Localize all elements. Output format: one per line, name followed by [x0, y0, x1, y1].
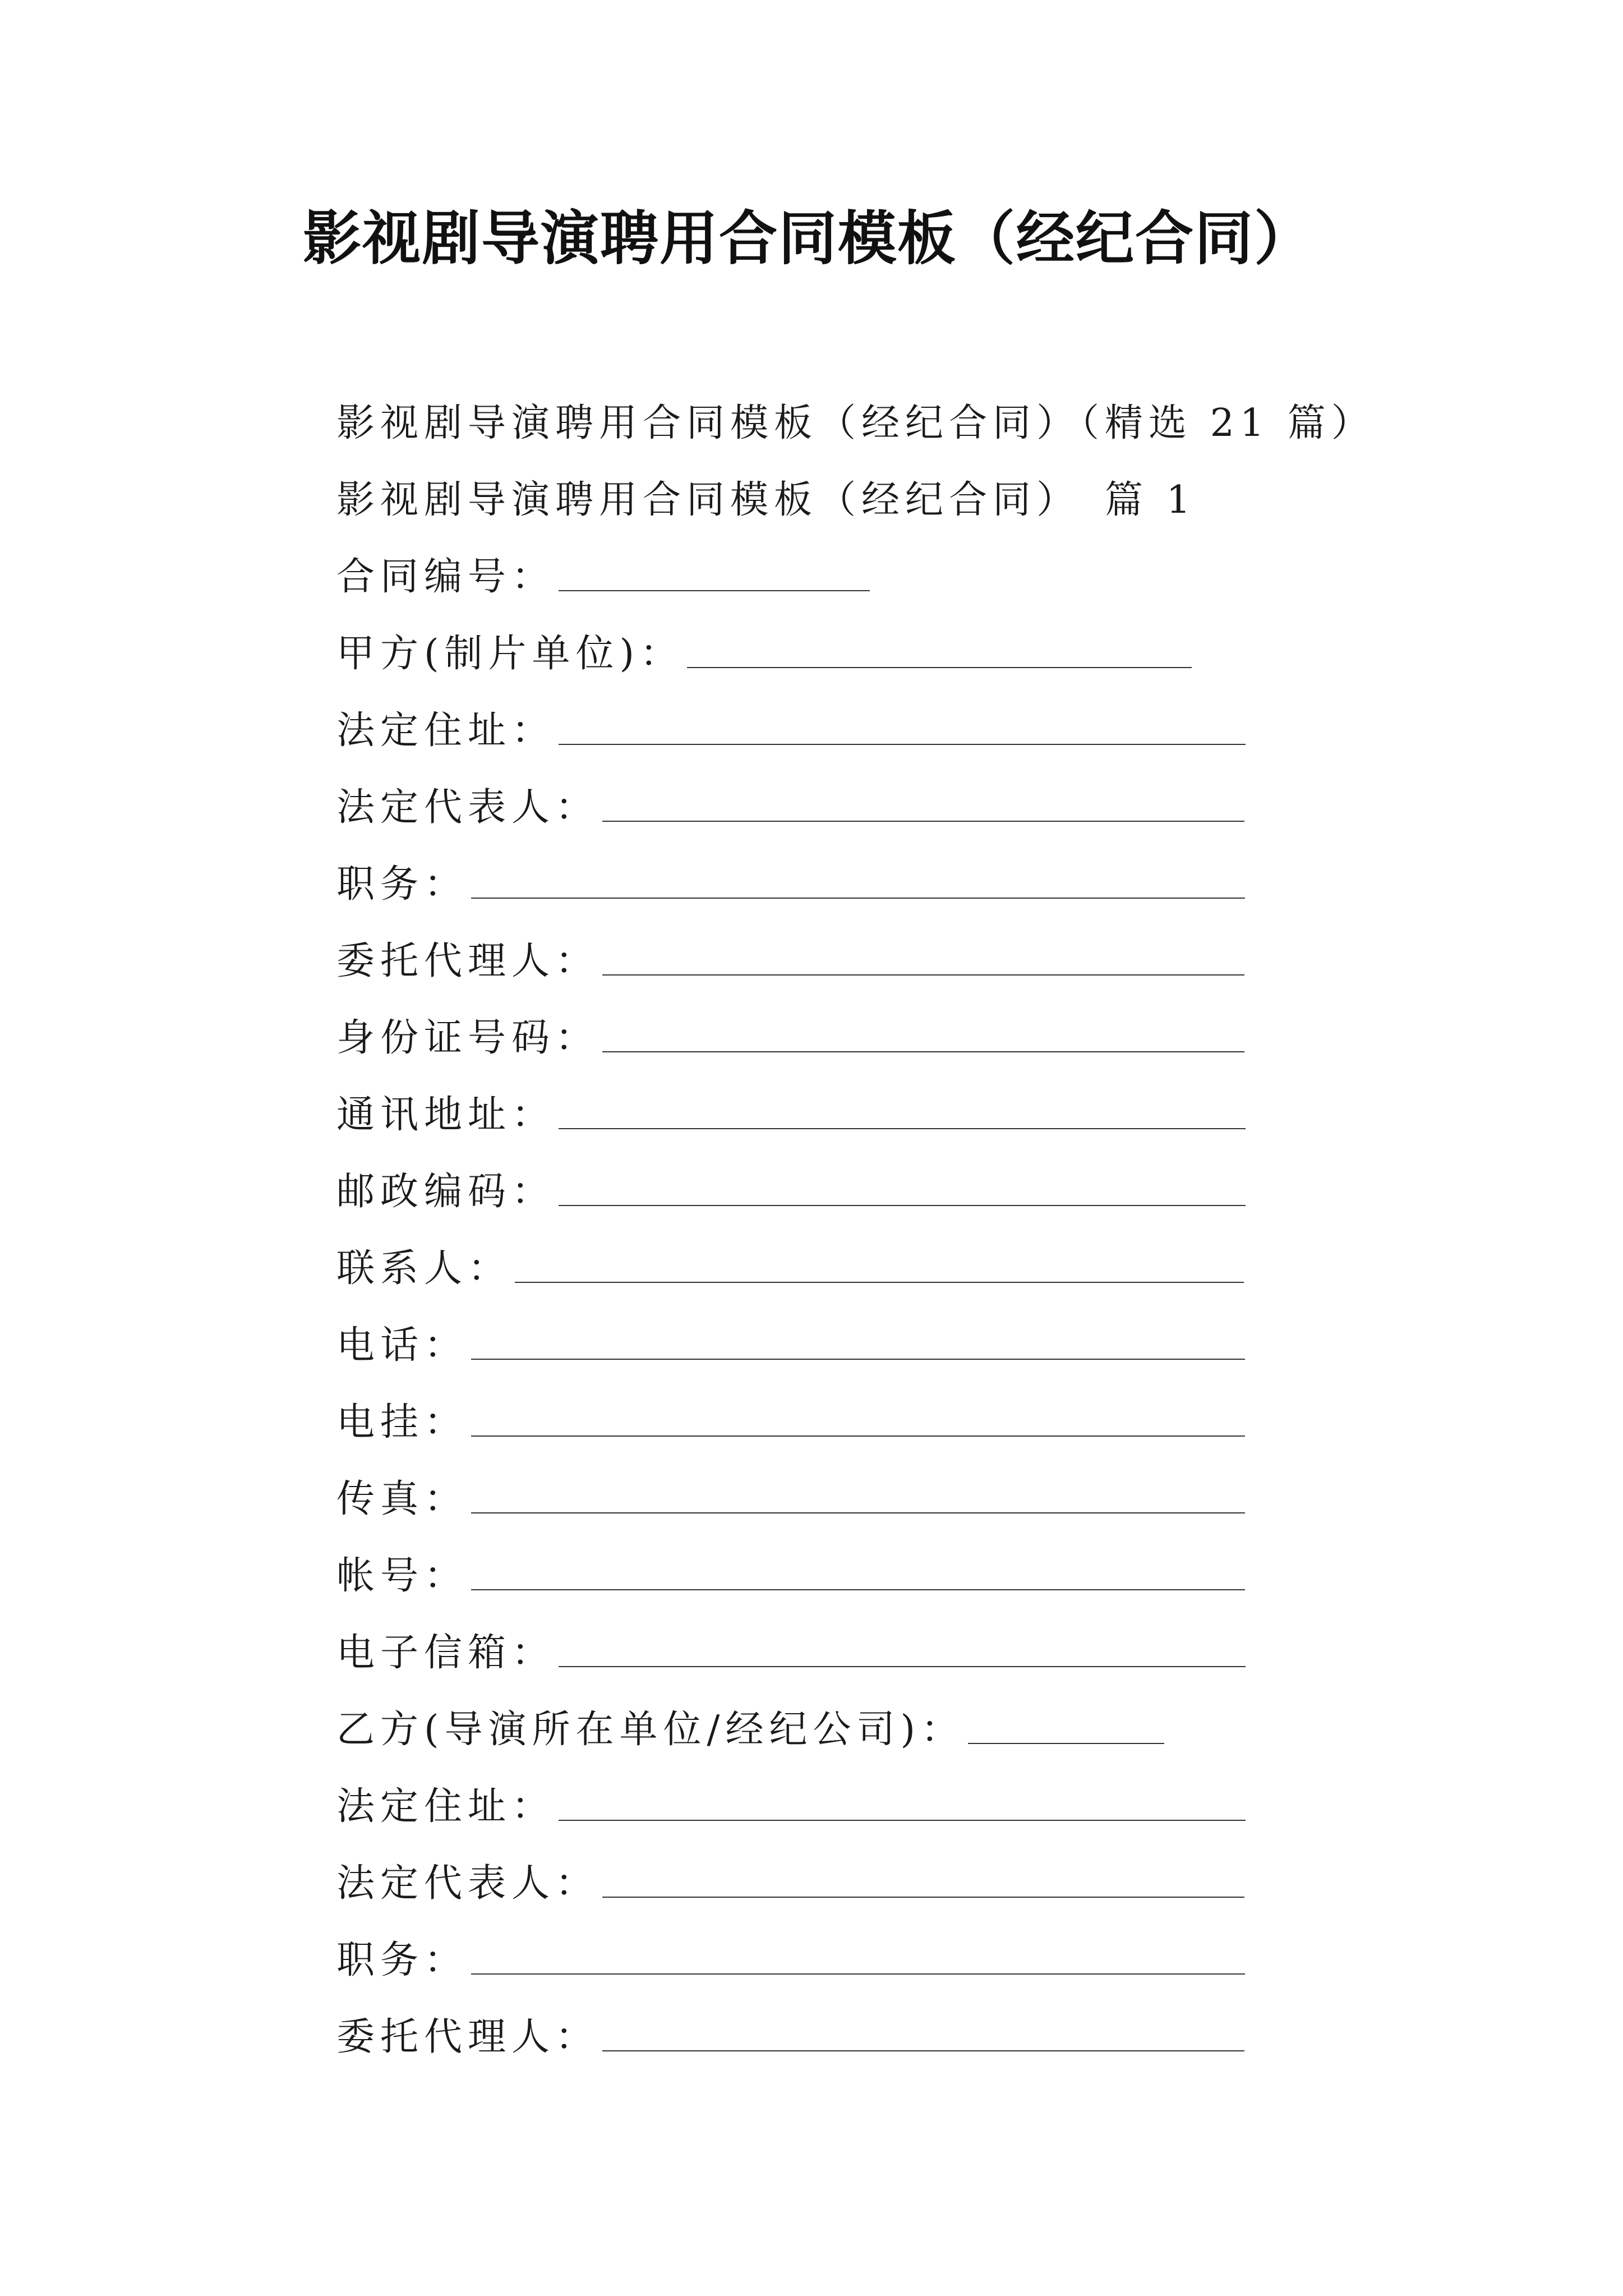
field-legal-address-a [336, 689, 1402, 766]
field-label: 电子信箱： [336, 1631, 556, 1675]
field-agent-a [336, 919, 1402, 996]
field-account [336, 1534, 1402, 1611]
field-id-number [336, 996, 1402, 1073]
field-label: 邮政编码： [336, 1170, 556, 1214]
field-label: 甲方(制片单位)： [336, 632, 684, 676]
field-label: 身份证号码： [336, 1016, 600, 1060]
field-legal-rep-a [336, 766, 1402, 843]
fill-in-blank[interactable] [968, 1709, 1164, 1744]
fill-in-blank[interactable] [471, 1556, 1245, 1590]
field-label: 联系人： [336, 1246, 512, 1291]
field-label: 帐号： [336, 1554, 468, 1598]
fill-in-blank[interactable] [515, 1248, 1244, 1283]
field-label: 电挂： [336, 1400, 468, 1444]
fill-in-blank[interactable] [559, 1632, 1246, 1667]
field-legal-address-b [336, 1765, 1402, 1842]
field-position-b [336, 1918, 1402, 1995]
fill-in-blank[interactable] [687, 633, 1192, 668]
section-heading: 影视剧导演聘用合同模板（经纪合同） 篇 1 [336, 478, 1196, 522]
field-cable [336, 1381, 1402, 1457]
document-title: 影视剧导演聘用合同模板（经纪合同） [303, 204, 1314, 273]
fill-in-blank[interactable] [602, 1863, 1244, 1898]
fill-in-blank[interactable] [471, 1402, 1245, 1437]
field-label: 法定住址： [336, 708, 556, 753]
field-label: 职务： [336, 1938, 468, 1982]
field-mailing-address [336, 1073, 1402, 1150]
fill-in-blank[interactable] [471, 1325, 1245, 1360]
fill-in-blank[interactable] [471, 1479, 1245, 1513]
fill-in-blank[interactable] [559, 1171, 1246, 1206]
field-contact-person [336, 1227, 1402, 1304]
fill-in-blank[interactable] [471, 864, 1245, 899]
field-label: 职务： [336, 862, 468, 907]
fill-in-blank[interactable] [559, 1094, 1246, 1129]
field-label: 传真： [336, 1477, 468, 1521]
field-label: 合同编号： [336, 555, 556, 599]
document-subtitle: 影视剧导演聘用合同模板（经纪合同）（精选 21 篇） [336, 401, 1375, 445]
fill-in-blank[interactable] [471, 1940, 1245, 1975]
fill-in-blank[interactable] [602, 787, 1244, 822]
field-party-a [336, 612, 1402, 689]
field-legal-rep-b [336, 1842, 1402, 1918]
field-postal-code [336, 1150, 1402, 1227]
document-body [336, 381, 1402, 2072]
field-contract-number [336, 535, 1402, 612]
field-label: 法定代表人： [336, 785, 600, 830]
fill-in-blank[interactable] [559, 556, 870, 591]
field-label: 委托代理人： [336, 939, 600, 983]
field-label: 乙方(导演所在单位/经纪公司)： [336, 1708, 965, 1752]
fill-in-blank[interactable] [602, 2017, 1244, 2051]
field-label: 法定住址： [336, 1784, 556, 1829]
field-fax [336, 1457, 1402, 1534]
field-label: 法定代表人： [336, 1861, 600, 1906]
section-heading-line [336, 458, 1402, 535]
field-label: 委托代理人： [336, 2015, 600, 2059]
fill-in-blank[interactable] [559, 1786, 1246, 1821]
fill-in-blank[interactable] [602, 1018, 1244, 1052]
field-party-b [336, 1688, 1402, 1765]
field-agent-b [336, 1995, 1402, 2072]
fill-in-blank[interactable] [559, 710, 1246, 745]
fill-in-blank[interactable] [602, 941, 1244, 976]
field-position-a [336, 843, 1402, 919]
field-label: 通讯地址： [336, 1093, 556, 1137]
field-email [336, 1611, 1402, 1688]
field-label: 电话： [336, 1323, 468, 1368]
subtitle-line [336, 381, 1402, 458]
field-phone [336, 1304, 1402, 1381]
